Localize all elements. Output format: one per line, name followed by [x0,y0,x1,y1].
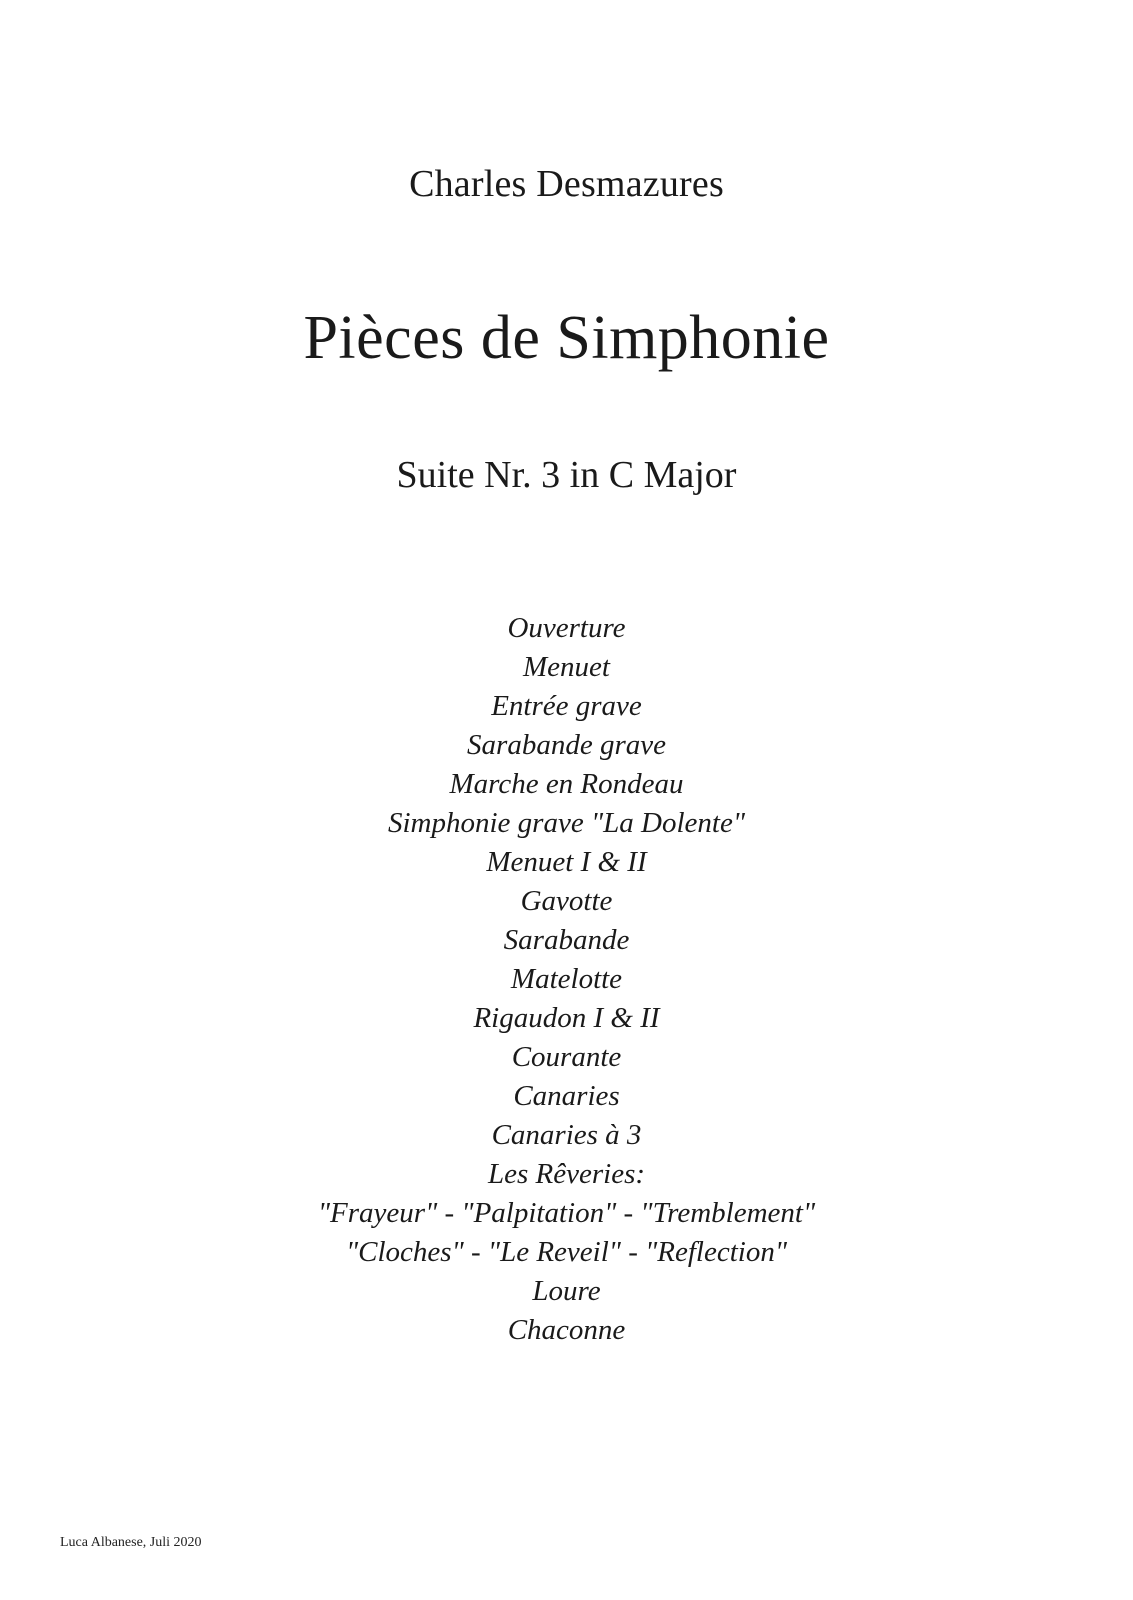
movement-item: Sarabande grave [467,729,666,761]
movement-item: Canaries [513,1080,620,1112]
movement-item: Ouverture [507,612,626,644]
movement-item: Gavotte [520,885,613,917]
composer-name: Charles Desmazures [409,163,724,205]
movement-item: Simphonie grave "La Dolente" [388,807,745,839]
movement-item: Entrée grave [491,690,642,722]
movement-item: Matelotte [510,963,623,995]
movement-item: Canaries à 3 [491,1119,642,1151]
arranger-credit: Luca Albanese, Juli 2020 [60,1535,202,1550]
work-subtitle: Suite Nr. 3 in C Major [396,454,737,496]
movement-item: Loure [532,1275,601,1307]
work-title: Pièces de Simphonie [303,304,830,372]
movement-item: Courante [511,1041,622,1073]
movement-item: Menuet I & II [486,846,647,878]
movement-item: Rigaudon I & II [473,1002,660,1034]
movement-item: Marche en Rondeau [449,768,684,800]
movement-item: "Frayeur" - "Palpitation" - "Tremblement" [317,1197,816,1229]
movement-list [0,609,1133,1350]
movement-item: "Cloches" - "Le Reveil" - "Reflection" [345,1236,788,1268]
movement-item: Sarabande [503,924,630,956]
movement-item: Les Rêveries: [487,1158,646,1190]
movement-item: Chaconne [507,1314,626,1346]
movement-item: Menuet [523,651,610,683]
